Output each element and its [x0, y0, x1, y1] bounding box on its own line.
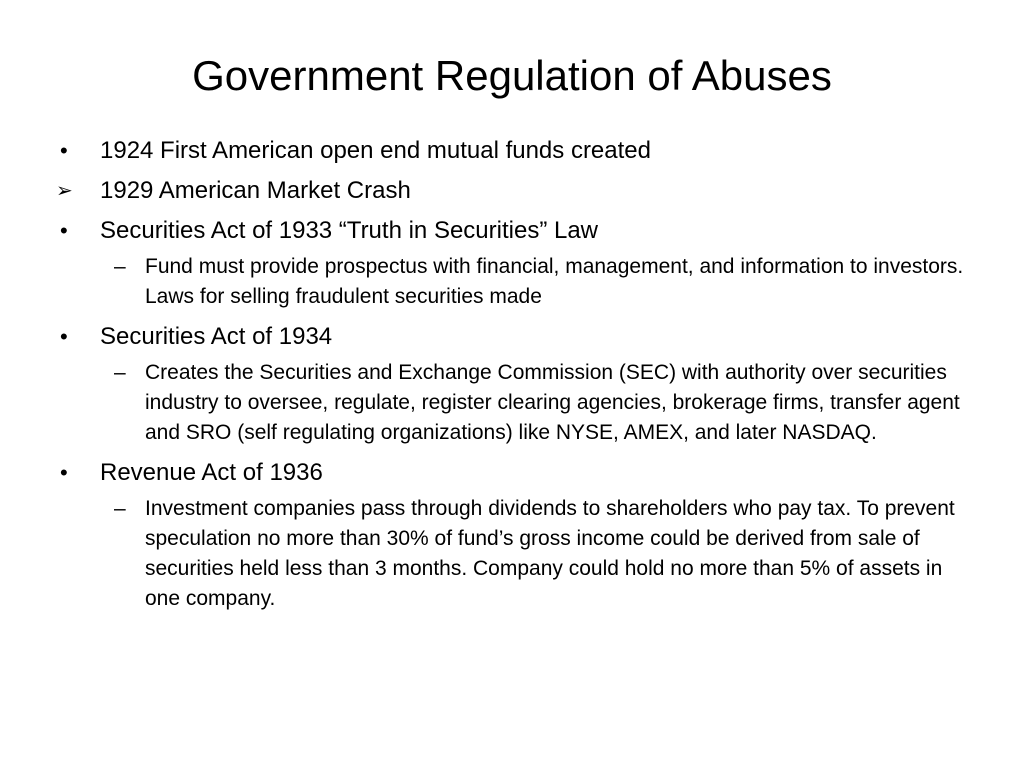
- bullet-text: Securities Act of 1934: [100, 323, 333, 350]
- bullet-item: [56, 320, 976, 354]
- arrow-marker-icon: ➢: [56, 180, 73, 202]
- bullet-text: 1924 First American open end mutual funds created: [100, 137, 651, 164]
- bullet-marker: •: [60, 324, 68, 349]
- dash-marker: –: [114, 361, 126, 384]
- sub-bullet-text: Fund must provide prospectus with financial, management, and information to investors. Laws for selling fraudulent securities made: [145, 255, 964, 308]
- bullet-text: Securities Act of 1933 “Truth in Securities” Law: [100, 217, 598, 244]
- sub-bullet-text: Investment companies pass through dividends to shareholders who pay tax. To prevent speculation no more than 30% of fund’s gross income could be derived from sale of securities held less than 3 months. Company could hold no more than 5% of assets in one company.: [145, 497, 955, 610]
- sub-bullet-item: [56, 252, 976, 312]
- sub-bullet-text: Creates the Securities and Exchange Commission (SEC) with authority over securities industry to oversee, regulate, register clearing agencies, brokerage firms, transfer agent and SRO (self regulating organizations) like NYSE, AMEX, and later NASDAQ.: [145, 361, 960, 444]
- dash-marker: –: [114, 255, 126, 278]
- sub-bullet-item: [56, 358, 976, 448]
- bullet-text: Revenue Act of 1936: [100, 459, 323, 486]
- bullet-item: [56, 174, 976, 208]
- sub-bullet-item: [56, 494, 976, 614]
- slide-title: Government Regulation of Abuses: [192, 52, 832, 99]
- bullet-marker: •: [60, 460, 68, 485]
- slide-body: [56, 134, 976, 622]
- bullet-item: [56, 214, 976, 248]
- bullet-marker: •: [60, 218, 68, 243]
- dash-marker: –: [114, 497, 126, 520]
- bullet-item: [56, 134, 976, 168]
- bullet-text: 1929 American Market Crash: [100, 177, 411, 204]
- bullet-item: [56, 456, 976, 490]
- bullet-marker: •: [60, 138, 68, 163]
